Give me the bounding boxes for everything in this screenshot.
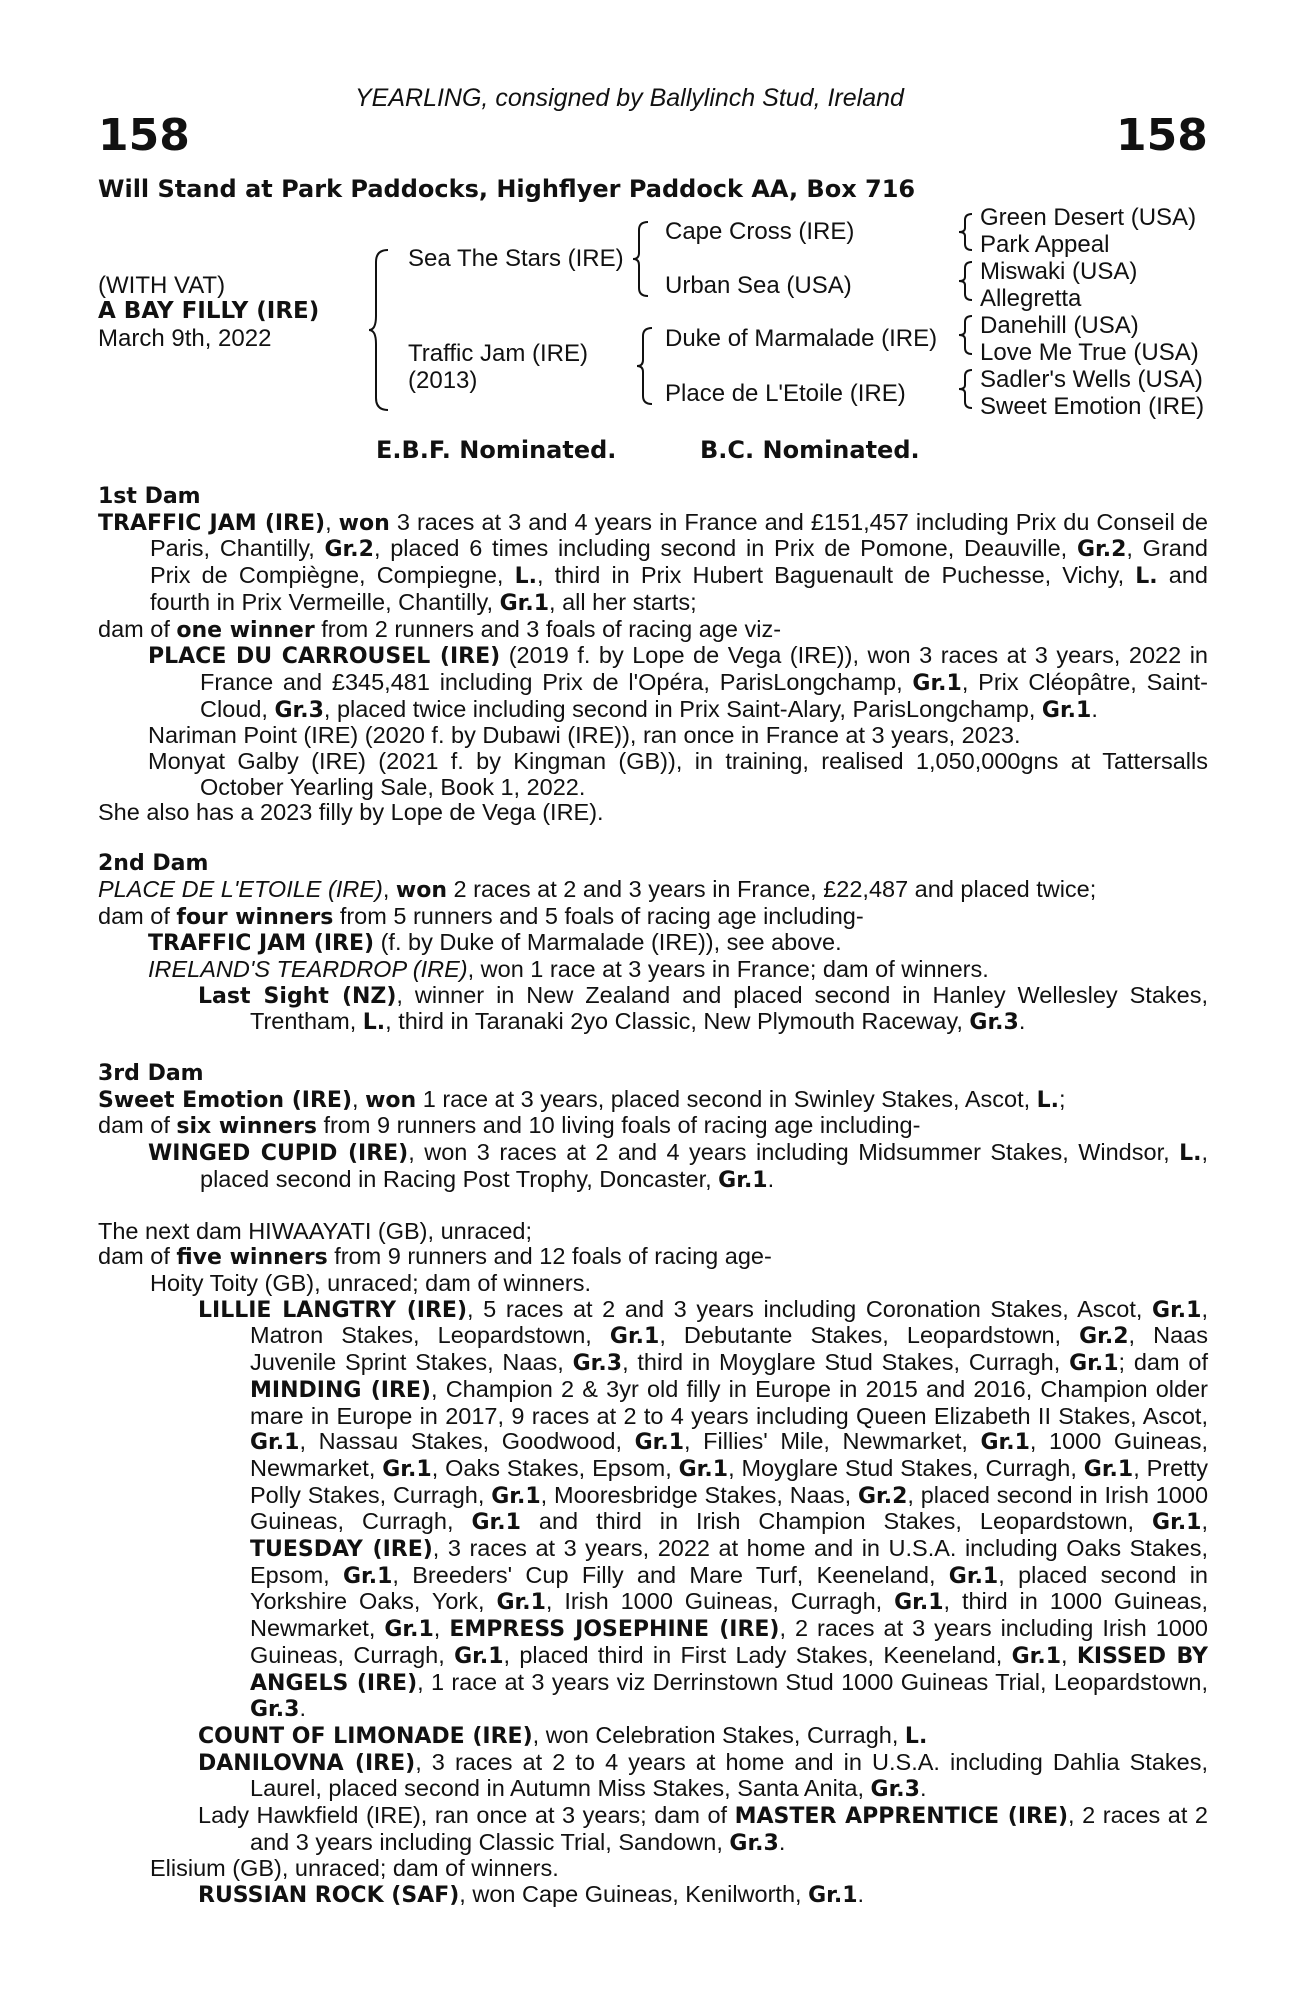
- produce-entry: [98, 1723, 1208, 1750]
- grade: Gr.1: [491, 1483, 541, 1509]
- pedigree-brace-ss: [958, 212, 974, 252]
- grade: L.: [904, 1723, 928, 1749]
- grade: Gr.2: [857, 1483, 908, 1509]
- text: , won Celebration Stakes, Curragh,: [532, 1721, 905, 1748]
- text: , won 1 race at 3 years in France; dam of winners.: [467, 955, 989, 982]
- winners-count: five winners: [176, 1245, 328, 1271]
- text: ; dam of: [1118, 1349, 1208, 1376]
- consignment-line: YEARLING, consigned by Ballylinch Stud, Ireland: [355, 84, 904, 112]
- text: , placed second in Racing Post Trophy, Doncaster,: [200, 1139, 1209, 1192]
- grade: L.: [514, 564, 537, 590]
- next-dam-produce-summary: [98, 1244, 1208, 1271]
- grade: Gr.1: [718, 1167, 768, 1193]
- text: (2019 f. by Lope de Vega (IRE)), won 3 races at 3 years, 2022 in France and £345,481 including Prix de l'Opéra, ParisLongchamp,: [200, 642, 1208, 695]
- pedigree-dsd: Love Me True (USA): [980, 339, 1199, 366]
- text: from 9 runners and 10 living foals of racing age including-: [316, 1112, 921, 1139]
- text: .: [919, 1775, 927, 1802]
- winners-count: six winners: [176, 1114, 317, 1140]
- grade: Gr.1: [1083, 1456, 1134, 1482]
- text: , Oaks Stakes, Epsom,: [431, 1454, 679, 1481]
- pedigree-ssd: Park Appeal: [980, 231, 1110, 258]
- text: dam of: [98, 902, 177, 929]
- produce-name: KISSED BY ANGELS (IRE): [250, 1643, 1208, 1696]
- text: ,: [1201, 1508, 1209, 1535]
- lillie-langtry-entry: [98, 1297, 1208, 1723]
- grade: Gr.1: [384, 1617, 434, 1643]
- first-dam-name: TRAFFIC JAM (IRE): [98, 510, 326, 536]
- text: , Pretty Polly Stakes, Curragh,: [250, 1454, 1209, 1508]
- text: , placed twice including second in Prix Saint-Alary, ParisLongchamp,: [323, 695, 1042, 722]
- produce-name: MASTER APPRENTICE (IRE): [734, 1804, 1069, 1830]
- grade: Gr.1: [980, 1430, 1030, 1456]
- second-dam-heading: 2nd Dam: [98, 851, 209, 877]
- pedigree-sire: Sea The Stars (IRE): [408, 245, 624, 272]
- grade: Gr.1: [382, 1456, 432, 1482]
- pedigree-sds: Miswaki (USA): [980, 258, 1138, 285]
- also-has-note: She also has a 2023 filly by Lope de Vega (IRE).: [98, 799, 604, 826]
- pedigree-sdd: Allegretta: [980, 285, 1082, 312]
- won-label: won: [338, 510, 390, 536]
- catalogue-body: [98, 484, 1208, 1909]
- text: 1 race at 3 years, placed second in Swinley Stakes, Ascot,: [416, 1085, 1037, 1112]
- text: , Nassau Stakes, Goodwood,: [299, 1428, 635, 1455]
- pedigree-sire-dam: Urban Sea (USA): [665, 272, 852, 299]
- second-dam-produce-summary: [98, 904, 1208, 931]
- text: .: [857, 1881, 865, 1908]
- grade: L.: [362, 1010, 386, 1036]
- text: dam of: [98, 1243, 177, 1270]
- text: , Matron Stakes, Leopardstown,: [250, 1295, 1208, 1349]
- stand-location: Will Stand at Park Paddocks, Highflyer Paddock AA, Box 716: [98, 175, 916, 203]
- text: dam of: [98, 615, 177, 642]
- grade: Gr.1: [912, 670, 962, 696]
- text: , Naas Juvenile Sprint Stakes, Naas,: [250, 1322, 1209, 1376]
- produce-entry: [98, 1882, 1208, 1909]
- text: , Fillies' Mile, Newmarket,: [684, 1428, 981, 1455]
- grade: Gr.1: [499, 590, 550, 616]
- text: Lady Hawkfield (IRE), ran once at 3 years; dam of: [198, 1802, 735, 1829]
- pedigree-brace-main: [368, 248, 390, 412]
- text: .: [299, 1695, 306, 1722]
- text: from 9 runners and 12 foals of racing age-: [327, 1243, 772, 1270]
- vat-note: (WITH VAT): [98, 272, 226, 299]
- grade: Gr.2: [1076, 537, 1127, 563]
- grade: Gr.1: [250, 1430, 300, 1456]
- won-label: won: [365, 1087, 417, 1113]
- grade: L.: [1036, 1087, 1060, 1113]
- grade: Gr.1: [678, 1456, 729, 1482]
- text: , Debutante Stakes, Leopardstown,: [659, 1322, 1080, 1349]
- grade: Gr.2: [1079, 1324, 1129, 1350]
- text: , Mooresbridge Stakes, Naas,: [540, 1481, 858, 1508]
- text: , third in Moyglare Stud Stakes, Curragh,: [622, 1349, 1070, 1376]
- grade: Gr.3: [250, 1697, 300, 1723]
- pedigree-dam: Traffic Jam (IRE): [408, 340, 589, 367]
- grade: Gr.1: [471, 1510, 521, 1536]
- winners-count: one winner: [176, 617, 315, 643]
- text: 2 races at 2 and 3 years in France, £22,487 and placed twice;: [447, 875, 1097, 902]
- pedigree-ddd: Sweet Emotion (IRE): [980, 393, 1205, 420]
- produce-name: EMPRESS JOSEPHINE (IRE): [449, 1617, 780, 1643]
- text: , 2 races at 2 and 3 years including Classic Trial, Sandown,: [250, 1802, 1209, 1855]
- produce-entry: [98, 957, 1208, 983]
- text: and fourth in Prix Vermeille, Chantilly,: [150, 562, 1208, 615]
- text: , Moyglare Stud Stakes, Curragh,: [728, 1454, 1084, 1481]
- text: , won Cape Guineas, Kenilworth,: [459, 1881, 809, 1908]
- text: ;: [1059, 1085, 1066, 1112]
- text: .: [778, 1828, 786, 1855]
- text: , placed second in Yorkshire Oaks, York,: [250, 1561, 1209, 1615]
- produce-entry: [98, 643, 1208, 723]
- text: , Irish 1000 Guineas, Curragh,: [545, 1588, 895, 1615]
- text: , 3 races at 3 years, 2022 at home and in U.S.A. including Oaks Stakes, Epsom,: [250, 1535, 1209, 1588]
- grade: Gr.3: [729, 1830, 779, 1856]
- pedigree-brace-dam: [636, 326, 654, 406]
- text: , placed 6 times including second in Prix de Pomone, Deauville,: [373, 535, 1077, 562]
- produce-name: RUSSIAN ROCK (SAF): [198, 1883, 460, 1909]
- text: .: [1018, 1008, 1026, 1035]
- grade: Gr.1: [496, 1590, 546, 1616]
- text: and third in Irish Champion Stakes, Leopardstown,: [520, 1508, 1153, 1535]
- text: , 1000 Guineas, Newmarket,: [250, 1428, 1208, 1481]
- produce-entry: [98, 1140, 1208, 1193]
- pedigree-brace-sd: [958, 260, 974, 302]
- produce-entry: [98, 1750, 1208, 1803]
- text: .: [767, 1165, 775, 1192]
- text: , all her starts;: [549, 588, 697, 615]
- pedigree-dss: Danehill (USA): [980, 312, 1139, 339]
- text: 3 races at 3 and 4 years in France and £151,457 including Prix du Conseil de Paris, Chantilly,: [150, 508, 1208, 562]
- ebf-nomination: E.B.F. Nominated.: [376, 436, 617, 464]
- text: , Prix Cléopâtre, Saint-Cloud,: [200, 668, 1208, 722]
- bc-nomination: B.C. Nominated.: [700, 436, 920, 464]
- text: , placed second in Irish 1000 Guineas, Curragh,: [250, 1481, 1209, 1535]
- pedigree-dam-dam: Place de L'Etoile (IRE): [665, 380, 906, 407]
- text: , Breeders' Cup Filly and Mare Turf, Keeneland,: [392, 1561, 949, 1588]
- grade: Gr.1: [634, 1430, 685, 1456]
- pedigree-sire-sire: Cape Cross (IRE): [665, 218, 855, 245]
- produce-name: TUESDAY (IRE): [250, 1537, 433, 1563]
- first-dam-produce-summary: [98, 617, 1208, 644]
- grade: Gr.1: [1011, 1643, 1062, 1669]
- third-dam-produce-summary: [98, 1113, 1208, 1140]
- produce-name: LILLIE LANGTRY (IRE): [198, 1297, 468, 1323]
- won-label: won: [395, 877, 448, 903]
- grade: Gr.3: [969, 1010, 1019, 1036]
- grade: Gr.3: [572, 1351, 623, 1377]
- pedigree-brace-ds: [958, 314, 974, 356]
- text: from 2 runners and 3 foals of racing age viz-: [314, 615, 782, 642]
- grand-produce-entry: [98, 983, 1208, 1036]
- text: .: [1091, 695, 1098, 722]
- third-dam-record: Sweet Emotion (IRE), won 1 race at 3 years, placed second in Swinley Stakes, Ascot, L.;: [98, 1085, 1066, 1113]
- grade: Gr.1: [609, 1324, 660, 1350]
- text: dam of: [98, 1112, 177, 1139]
- produce-entry: Elisium (GB), unraced; dam of winners.: [150, 1855, 559, 1882]
- grade: L.: [1135, 564, 1158, 590]
- pedigree-dam-year: (2013): [408, 367, 478, 394]
- grade: Gr.1: [454, 1643, 504, 1669]
- grade: L.: [1179, 1141, 1202, 1167]
- produce-name: WINGED CUPID (IRE): [148, 1141, 409, 1167]
- produce-name: Last Sight (NZ): [198, 983, 397, 1009]
- produce-entry: Nariman Point (IRE) (2020 f. by Dubawi (IRE)), ran once in France at 3 years, 2023.: [148, 722, 1021, 749]
- horse-name: A BAY FILLY (IRE): [98, 298, 320, 324]
- produce-entry: [98, 1803, 1208, 1856]
- text: , 2 races at 3 years including Irish 1000 Guineas, Curragh,: [250, 1615, 1208, 1668]
- produce-entry: [98, 930, 1208, 957]
- produce-name: MINDING (IRE): [250, 1377, 431, 1403]
- text: ,: [1061, 1641, 1077, 1668]
- text: , 1 race at 3 years viz Derrinstown Stud 1000 Guineas Trial, Leopardstown,: [417, 1668, 1208, 1695]
- text: , third in Taranaki 2yo Classic, New Plymouth Raceway,: [385, 1008, 970, 1035]
- text: , 3 races at 2 to 4 years at home and in U.S.A. including Dahlia Stakes, Laurel, placed second in Autumn Miss Stakes, Santa Anita,: [250, 1748, 1208, 1802]
- pedigree-brace-dd: [958, 368, 974, 410]
- text: , won 3 races at 2 and 4 years including Midsummer Stakes, Windsor,: [408, 1139, 1180, 1166]
- grade: Gr.1: [342, 1563, 393, 1589]
- pedigree-brace-sire: [632, 220, 650, 298]
- text: , Champion 2 & 3yr old filly in Europe in 2015 and 2016, Champion older mare in Europe in 2017, 9 races at 2 to 4 years including Queen Elizabeth II Stakes, Ascot,: [250, 1375, 1208, 1429]
- grade: Gr.1: [948, 1563, 999, 1589]
- text: (f. by Duke of Marmalade (IRE)), see above.: [374, 929, 842, 956]
- lot-number-left: 158: [98, 110, 190, 161]
- grade: Gr.1: [1152, 1297, 1202, 1323]
- produce-name: PLACE DU CARROUSEL (IRE): [148, 644, 501, 670]
- text: , placed third in First Lady Stakes, Keeneland,: [503, 1641, 1012, 1668]
- next-dam-line: The next dam HIWAAYATI (GB), unraced;: [98, 1217, 533, 1244]
- produce-name: DANILOVNA (IRE): [198, 1750, 416, 1776]
- winners-count: four winners: [176, 904, 334, 930]
- pedigree-dds: Sadler's Wells (USA): [980, 366, 1203, 393]
- second-dam-record: PLACE DE L'ETOILE (IRE), won 2 races at 2 and 3 years in France, £22,487 and placed twice;: [98, 875, 1097, 903]
- produce-entry: Monyat Galby (IRE) (2021 f. by Kingman (GB)), in training, realised 1,050,000gns at Tattersalls October Yearling Sale, Book 1, 2022.: [148, 748, 1208, 800]
- grade: Gr.1: [1152, 1510, 1202, 1536]
- grade: Gr.2: [324, 537, 374, 563]
- grade: Gr.3: [274, 697, 324, 723]
- pedigree-dam-sire: Duke of Marmalade (IRE): [665, 325, 938, 352]
- grade: Gr.1: [1069, 1351, 1119, 1377]
- pedigree-sss: Green Desert (USA): [980, 204, 1197, 231]
- produce-name: TRAFFIC JAM (IRE): [148, 931, 375, 957]
- produce-name: IRELAND'S TEARDROP (IRE): [148, 955, 468, 982]
- produce-name: COUNT OF LIMONADE (IRE): [198, 1723, 533, 1749]
- grade: Gr.1: [894, 1590, 944, 1616]
- text: , 5 races at 2 and 3 years including Coronation Stakes, Ascot,: [467, 1295, 1153, 1322]
- text: , third in Prix Hubert Baguenault de Puchesse, Vichy,: [536, 562, 1136, 589]
- first-dam-heading: 1st Dam: [98, 484, 201, 509]
- text: , winner in New Zealand and placed second in Hanley Wellesley Stakes, Trentham,: [250, 981, 1208, 1035]
- produce-entry: Hoity Toity (GB), unraced; dam of winners.: [150, 1269, 592, 1296]
- third-dam-name: Sweet Emotion (IRE): [98, 1087, 353, 1113]
- grade: Gr.1: [808, 1883, 858, 1909]
- grade: Gr.1: [1041, 697, 1092, 723]
- third-dam-heading: 3rd Dam: [98, 1061, 204, 1087]
- grade: Gr.3: [870, 1777, 920, 1803]
- text: from 5 runners and 5 foals of racing age including-: [333, 902, 864, 929]
- horse-dob: March 9th, 2022: [98, 325, 272, 352]
- text: , Grand Prix de Compiègne, Compiegne,: [150, 535, 1208, 589]
- lot-number-right: 158: [1116, 110, 1208, 161]
- first-dam-record: TRAFFIC JAM (IRE), won 3 races at 3 and 4 years in France and £151,457 including Prix du Conseil de Paris, Chantilly, Gr.2, placed 6 times including second in Prix de Pomone, Deauville, Gr.2, Grand Prix de Compiègne, Compiegne, L., third in Prix Hubert Baguenault de Puchesse, Vichy, L. and fourth in Prix Vermeille, Chantilly, Gr.1, all her starts;: [98, 508, 1208, 616]
- text: , third in 1000 Guineas, Newmarket,: [250, 1588, 1208, 1642]
- text: ,: [433, 1615, 450, 1642]
- second-dam-name: PLACE DE L'ETOILE (IRE): [98, 875, 383, 902]
